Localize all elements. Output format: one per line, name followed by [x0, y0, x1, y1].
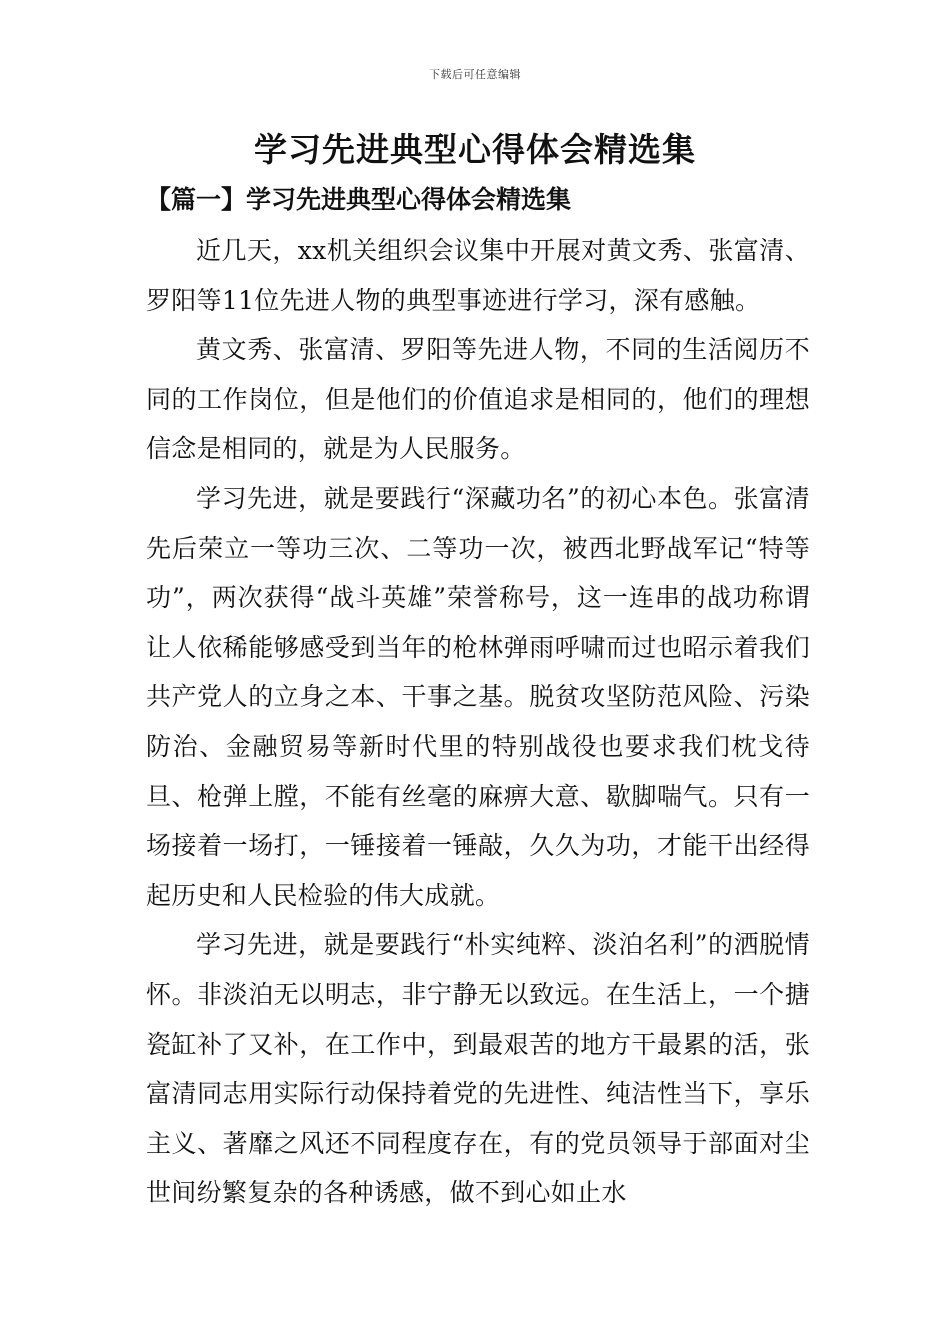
document-title: 学习先进典型心得体会精选集: [254, 130, 696, 169]
paragraph-4: 学习先进，就是要践行“朴实纯粹、淡泊名利”的洒脱情怀。非淡泊无以明志，非宁静无以致远。在生活上，一个搪瓷缸补了又补，在工作中，到最艰苦的地方干最累的活，张富清同志用实际行动保持着党的先进性、纯洁性当下，享乐主义、著靡之风还不同程度存在，有的党员领导于部面对尘世间纷繁复杂的各种诱感，做不到心如止水: [146, 930, 810, 1208]
paragraph-1: 近几天，xx机关组织会议集中开展对黄文秀、张富清、罗阳等11位先进人物的典型事迹进行学习，深有感触。: [146, 236, 810, 315]
section-heading: 【篇一】学习先进典型心得体会精选集: [146, 185, 572, 214]
paragraph-3: 学习先进，就是要践行“深藏功名”的初心本色。张富清先后荣立一等功三次、二等功一次，被西北野战军记“特等功”，两次获得“战斗英雄”荣誉称号，这一连串的战功称谓让人依稀能够感受到当年的枪林弹雨呼啸而过也昭示着我们共产党人的立身之本、干事之基。脱贫攻坚防范风险、污染防治、金融贸易等新时代里的特别战役也要求我们枕戈待旦、枪弹上膛，不能有丝毫的麻痹大意、歇脚喘气。只有一场接着一场打，一锤接着一锤敲，久久为功，才能干出经得起历史和人民检验的伟大成就。: [146, 483, 810, 910]
header-note: 下载后可任意编辑: [429, 68, 521, 81]
paragraph-2: 黄文秀、张富清、罗阳等先进人物，不同的生活阅历不同的工作岗位，但是他们的价值追求是相同的，他们的理想信念是相同的，就是为人民服务。: [146, 335, 810, 464]
document-body: [146, 226, 810, 1218]
